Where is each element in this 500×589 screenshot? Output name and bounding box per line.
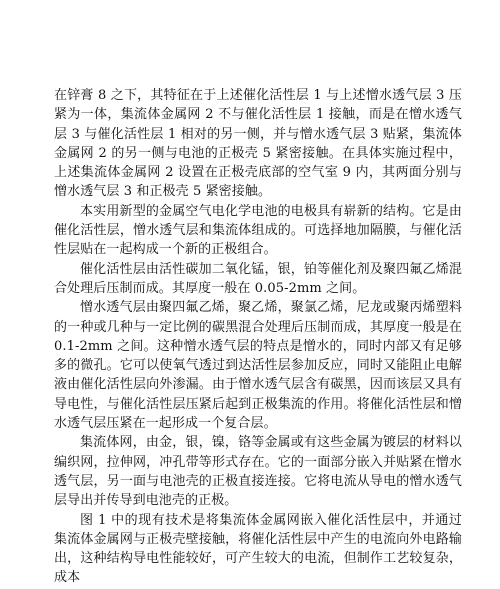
paragraph-6: 图 1 中的现有技术是将集流体金属网嵌入催化活性层中，并通过集流体金属网与正极壳壁接触，将催化活性层中产生的电流向外电路输出，这种结构导电性能较好，可产生较大的电流，但制作工艺较复杂，成本 [54, 512, 462, 586]
paragraph-3: 催化活性层由活性碳加二氧化锰，银，铂等催化剂及聚四氟乙烯混合处理后压制而成。其厚度一般在 0.05-2mm 之间。 [54, 261, 462, 296]
paragraph-5: 集流体网，由金，银，镍，铬等金属或有这些金属为镀层的材料以编织网，拉伸网，冲孔带等形式存在。它的一面部分嵌入并贴紧在憎水透气层，另一面与电池壳的正极直接连接。它将电流从导电的憎水透气层导出并传导到电池壳的正极。 [54, 435, 462, 509]
paragraph-2: 本实用新型的金属空气电化学电池的电极具有崭新的结构。它是由催化活性层，憎水透气层和集流体组成的。可选择地加隔膜，与催化活性层贴在一起构成一个新的正极组合。 [54, 203, 462, 258]
paragraph-1: 在锌膏 8 之下，其特征在于上述催化活性层 1 与上述憎水透气层 3 压紧为一体，集流体金属网 2 不与催化活性层 1 接触，而是在憎水透气层 3 与催化活性层 1 相对的另一侧，并与憎水透气层 3 贴紧，集流体金属网 2 的另一侧与电池的正极壳 5 紧密接触。在具体实施过程中，上述集流体金属网 2 设置在正极壳底部的空气室 9 内，其两面分别与憎水透气层 3 和正极壳 5 紧密接触。 [54, 88, 462, 200]
document-body [54, 86, 462, 588]
paragraph-4: 憎水透气层由聚四氟乙烯，聚乙烯，聚氯乙烯，尼龙或聚丙烯塑料的一种或几种与一定比例的碳黑混合处理后压制而成，其厚度一般是在 0.1-2mm 之间。这种憎水透气层的特点是憎水的，同时内部又有足够多的微孔。它可以使氧气透过到达活性层参加反应，同时又能阻止电解液由催化活性层向外渗漏。由于憎水透气层含有碳黑，因而该层又具有导电性，与催化活性层压紧后起到正极集流的作用。将催化活性层和憎水透气层压紧在一起形成一个复合层。 [54, 300, 462, 432]
page-top-edge [0, 0, 500, 6]
